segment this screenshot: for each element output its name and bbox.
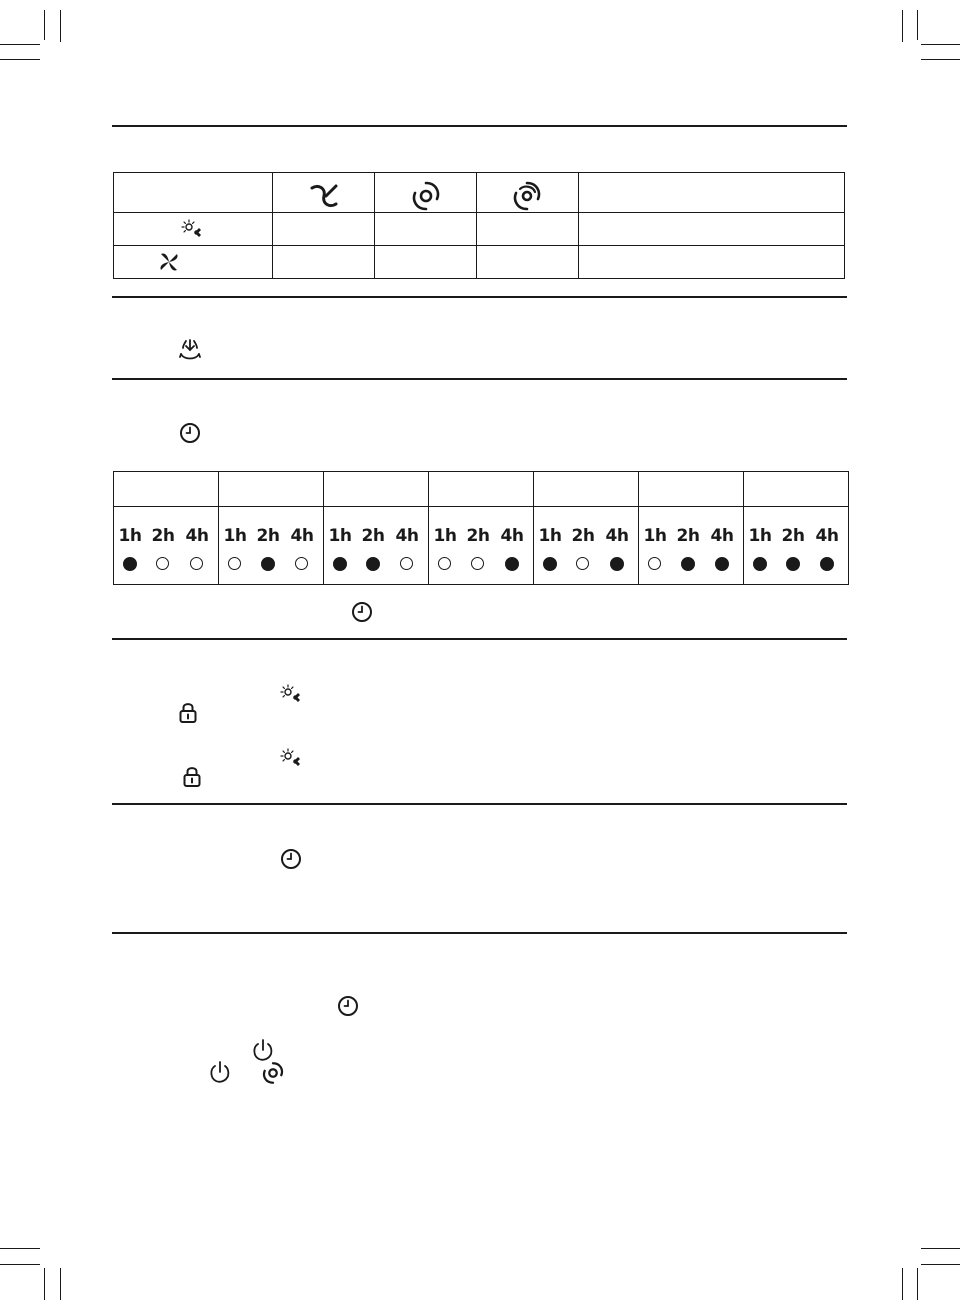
- table-cell: [375, 213, 477, 246]
- table-cell: [579, 246, 845, 279]
- timer-dot-filled: [753, 557, 767, 571]
- timer-label-4h: 4h: [500, 526, 524, 546]
- timer-dot-empty: [156, 557, 169, 570]
- section-rule-timer-reset: [112, 803, 847, 805]
- table-cell: [477, 246, 579, 279]
- timer-label-1h: 1h: [538, 526, 562, 546]
- table-cell: [219, 472, 324, 507]
- table-cell: [273, 213, 375, 246]
- timer-dot-filled: [681, 557, 695, 571]
- table-cell: [273, 246, 375, 279]
- speed-2-icon: [261, 1061, 285, 1085]
- timer-dot-empty: [228, 557, 241, 570]
- timer-label-1h: 1h: [118, 526, 142, 546]
- timer-label-4h: 4h: [605, 526, 629, 546]
- timer-label-4h: 4h: [185, 526, 209, 546]
- timer-label-4h: 4h: [290, 526, 314, 546]
- timer-dot-filled: [123, 557, 137, 571]
- light-sensor-icon: [280, 684, 302, 704]
- padlock-icon: [179, 701, 197, 723]
- clock-icon: [351, 601, 373, 623]
- timer-dot-filled: [261, 557, 275, 571]
- timer-dot-filled: [543, 557, 557, 571]
- fan-icon: [158, 251, 180, 273]
- timer-dot-empty: [438, 557, 451, 570]
- clock-icon: [179, 422, 201, 444]
- table-cell: [477, 213, 579, 246]
- speed-table-header-extra: [579, 173, 845, 213]
- sleep-speed-icon: [308, 180, 340, 212]
- timer-dot-empty: [576, 557, 589, 570]
- humidity-refresh-icon: [178, 338, 202, 362]
- power-icon: [209, 1060, 231, 1084]
- section-rule-power: [112, 932, 847, 934]
- table-cell: [429, 472, 534, 507]
- timer-dot-empty: [471, 557, 484, 570]
- table-cell: [324, 472, 429, 507]
- speed-3-icon: [511, 180, 543, 212]
- timer-label-2h: 2h: [676, 526, 700, 546]
- table-cell: [375, 246, 477, 279]
- timer-label-1h: 1h: [748, 526, 772, 546]
- timer-label-2h: 2h: [256, 526, 280, 546]
- timer-dot-filled: [505, 557, 519, 571]
- section-rule-top: [112, 125, 847, 127]
- timer-dot-empty: [648, 557, 661, 570]
- table-cell: [639, 472, 744, 507]
- table-cell: [534, 472, 639, 507]
- timer-label-1h: 1h: [223, 526, 247, 546]
- timer-dot-filled: [715, 557, 729, 571]
- clock-icon: [280, 848, 302, 870]
- section-rule-humidity: [112, 296, 847, 298]
- timer-label-2h: 2h: [361, 526, 385, 546]
- padlock-icon: [183, 765, 201, 787]
- section-rule-timer: [112, 378, 847, 380]
- speed-2-icon: [410, 180, 442, 212]
- timer-label-4h: 4h: [710, 526, 734, 546]
- timer-dot-filled: [610, 557, 624, 571]
- clock-icon: [337, 995, 359, 1017]
- light-sensor-icon: [280, 748, 302, 768]
- power-icon: [252, 1038, 274, 1062]
- speed-table-corner: [114, 173, 273, 213]
- table-cell: [114, 472, 219, 507]
- timer-dot-empty: [295, 557, 308, 570]
- timer-dot-filled: [820, 557, 834, 571]
- timer-label-1h: 1h: [433, 526, 457, 546]
- timer-label-2h: 2h: [781, 526, 805, 546]
- section-rule-lock: [112, 638, 847, 640]
- speed-table: [113, 172, 845, 279]
- timer-dot-filled: [786, 557, 800, 571]
- timer-label-1h: 1h: [643, 526, 667, 546]
- timer-label-2h: 2h: [571, 526, 595, 546]
- timer-label-1h: 1h: [328, 526, 352, 546]
- timer-dot-filled: [333, 557, 347, 571]
- timer-label-2h: 2h: [151, 526, 175, 546]
- timer-dot-empty: [190, 557, 203, 570]
- timer-dot-filled: [366, 557, 380, 571]
- light-sensor-icon: [181, 219, 203, 239]
- timer-label-4h: 4h: [815, 526, 839, 546]
- speed-table-row-fan: [114, 246, 273, 279]
- timer-label-2h: 2h: [466, 526, 490, 546]
- table-cell: [579, 213, 845, 246]
- table-cell: [744, 472, 849, 507]
- timer-dot-empty: [400, 557, 413, 570]
- timer-label-4h: 4h: [395, 526, 419, 546]
